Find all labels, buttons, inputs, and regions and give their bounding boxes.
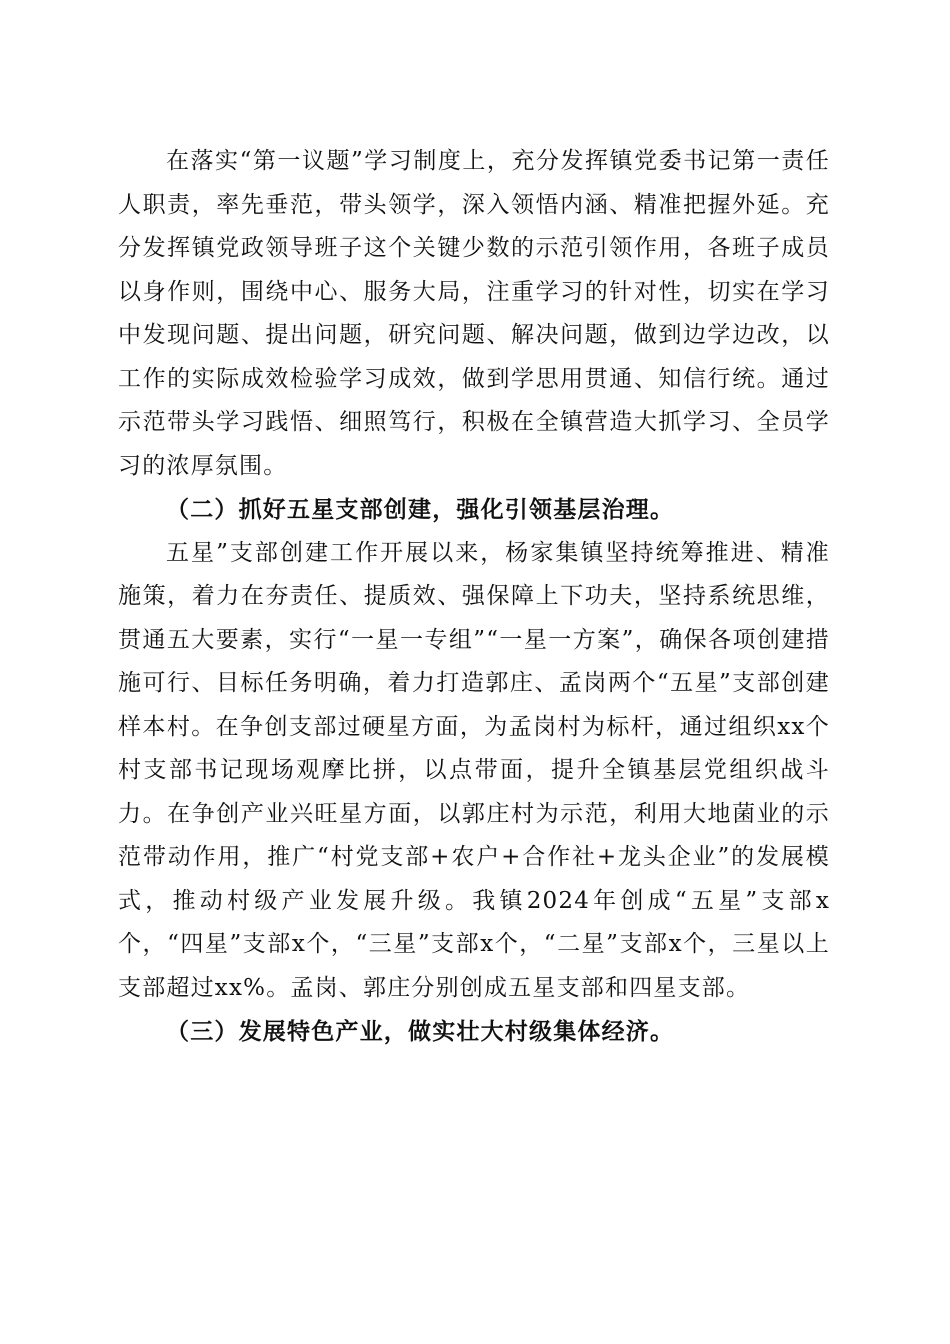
paragraph-first-agenda-study: 在落实“第一议题”学习制度上，充分发挥镇党委书记第一责任人职责，率先垂范，带头领学，深入领悟内涵、精准把握外延。充分发挥镇党政领导班子这个关键少数的示范引领作用，各班子成员以身作则，围绕中心、服务大局，注重学习的针对性，切实在学习中发现问题、提出问题，研究问题、解决问题，做到边学边改，以工作的实际成效检验学习成效，做到学思用贯通、知信行统。通过示范带头学习践悟、细照笃行，积极在全镇营造大抓学习、全员学习的浓厚氛围。 xyxy=(118,148,830,479)
section-heading-2: （二）抓好五星支部创建，强化引领基层治理。 xyxy=(166,496,675,523)
paragraph-five-star-branch: 五星”支部创建工作开展以来，杨家集镇坚持统筹推进、精准施策，着力在夯责任、提质效、强保障上下功夫，坚持系统思维，贯通五大要素，实行“一星一专组”“一星一方案”，确保各项创建措施可行、目标任务明确，着力打造郭庄、孟岗两个“五星”支部创建样本村。在争创支部过硬星方面，为孟岗村为标杆，通过组织xx个村支部书记现场观摩比拼，以点带面，提升全镇基层党组织战斗力。在争创产业兴旺星方面，以郭庄村为示范，利用大地菌业的示范带动作用，推广“村党支部+农户+合作社+龙头企业”的发展模式，推动村级产业发展升级。我镇2024年创成“五星”支部x个，“四星”支部x个，“三星”支部x个，“二星”支部x个，三星以上支部超过xx%。孟岗、郭庄分别创成五星支部和四星支部。 xyxy=(118,539,830,1001)
section-heading-3: （三）发展特色产业，做实壮大村级集体经济。 xyxy=(166,1018,675,1045)
document-body xyxy=(118,140,830,1054)
